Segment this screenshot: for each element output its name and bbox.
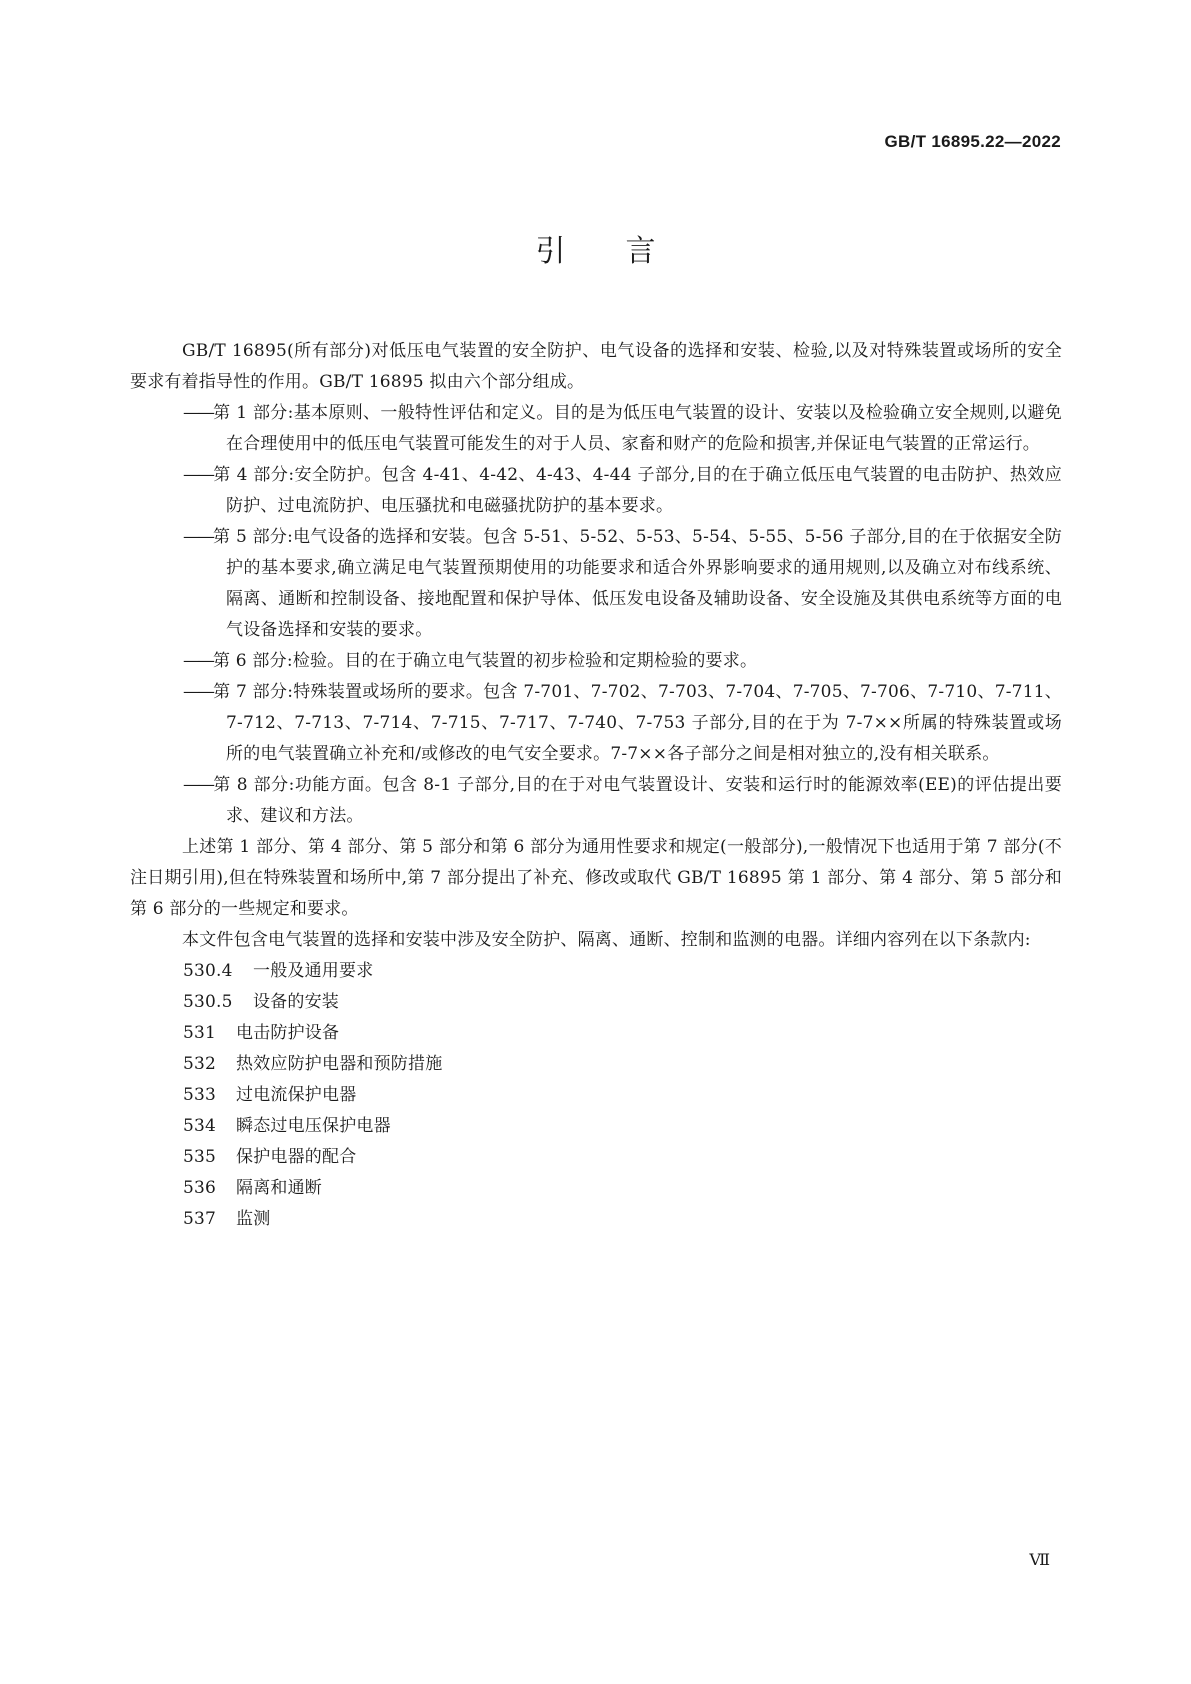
clause-item bbox=[183, 987, 1062, 1018]
clause-title: 一般及通用要求 bbox=[253, 961, 374, 981]
clause-number: 532 bbox=[183, 1054, 217, 1074]
general-paragraph: 上述第 1 部分、第 4 部分、第 5 部分和第 6 部分为通用性要求和规定(一般部分),一般情况下也适用于第 7 部分(不注日期引用),但在特殊装置和场所中,第 7 部分提出了补充、修改或取代 GB/T 16895 第 1 部分、第 4 部分、第 5 部分和第 6 部分的一些规定和要求。 bbox=[130, 837, 1062, 919]
page-title: 引言 bbox=[535, 234, 716, 269]
clause-item bbox=[183, 1204, 1062, 1235]
standard-code: GB/T 16895.22—2022 bbox=[884, 132, 1061, 151]
clause-title: 电击防护设备 bbox=[236, 1023, 340, 1043]
dash: —— bbox=[183, 775, 213, 795]
clause-title: 保护电器的配合 bbox=[236, 1147, 357, 1167]
clause-item bbox=[183, 1173, 1062, 1204]
clause-title: 设备的安装 bbox=[253, 992, 339, 1012]
part-item-6 bbox=[130, 646, 1062, 677]
part-item-4 bbox=[130, 460, 1062, 522]
clause-title: 过电流保护电器 bbox=[236, 1085, 357, 1105]
clause-title: 监测 bbox=[236, 1209, 271, 1229]
document-body bbox=[130, 336, 1062, 1235]
dash: —— bbox=[183, 465, 213, 485]
clause-title: 隔离和通断 bbox=[236, 1178, 322, 1198]
clause-item bbox=[183, 1080, 1062, 1111]
part-item-8 bbox=[130, 770, 1062, 832]
clause-number: 537 bbox=[183, 1209, 217, 1229]
part-text: 第 6 部分:检验。目的在于确立电气装置的初步检验和定期检验的要求。 bbox=[213, 651, 758, 671]
part-text: 第 4 部分:安全防护。包含 4-41、4-42、4-43、4-44 子部分,目的在于确立低压电气装置的电击防护、热效应防护、过电流防护、电压骚扰和电磁骚扰防护的基本要求。 bbox=[213, 465, 1062, 516]
clause-title: 瞬态过电压保护电器 bbox=[236, 1116, 391, 1136]
clause-item bbox=[183, 1111, 1062, 1142]
clause-number: 531 bbox=[183, 1023, 217, 1043]
clause-number: 535 bbox=[183, 1147, 217, 1167]
part-text: 第 8 部分:功能方面。包含 8-1 子部分,目的在于对电气装置设计、安装和运行时的能源效率(EE)的评估提出要求、建议和方法。 bbox=[213, 775, 1062, 826]
dash: —— bbox=[183, 403, 213, 423]
dash: —— bbox=[183, 527, 213, 547]
clause-number: 536 bbox=[183, 1178, 217, 1198]
part-item-5 bbox=[130, 522, 1062, 646]
part-item-1 bbox=[130, 398, 1062, 460]
part-text: 第 5 部分:电气设备的选择和安装。包含 5-51、5-52、5-53、5-54、5-55、5-56 子部分,目的在于依据安全防护的基本要求,确立满足电气装置预期使用的功能要求和适合外界影响要求的通用规则,以及确立对布线系统、隔离、通断和控制设备、接地配置和保护导体、低压发电设备及辅助设备、安全设施及其供电系统等方面的电气设备选择和安装的要求。 bbox=[213, 527, 1062, 640]
clause-item bbox=[183, 1018, 1062, 1049]
clause-number: 534 bbox=[183, 1116, 217, 1136]
clause-item bbox=[183, 956, 1062, 987]
clause-item bbox=[183, 1142, 1062, 1173]
clause-number: 530.5 bbox=[183, 992, 233, 1012]
dash: —— bbox=[183, 682, 213, 702]
dash: —— bbox=[183, 651, 213, 671]
scope-paragraph: 本文件包含电气装置的选择和安装中涉及安全防护、隔离、通断、控制和监测的电器。详细内容列在以下条款内: bbox=[182, 930, 1031, 950]
intro-paragraph: GB/T 16895(所有部分)对低压电气装置的安全防护、电气设备的选择和安装、检验,以及对特殊装置或场所的安全要求有着指导性的作用。GB/T 16895 拟由六个部分组成。 bbox=[130, 341, 1062, 392]
part-text: 第 7 部分:特殊装置或场所的要求。包含 7-701、7-702、7-703、7-704、7-705、7-706、7-710、7-711、7-712、7-713、7-714、7-715、7-717、7-740、7-753 子部分,目的在于为 7-7××所属的特殊装置或场所的电气装置确立补充和/或修改的电气安全要求。7-7××各子部分之间是相对独立的,没有相关联系。 bbox=[213, 682, 1062, 764]
clause-number: 530.4 bbox=[183, 961, 233, 981]
clause-title: 热效应防护电器和预防措施 bbox=[236, 1054, 443, 1074]
page-number: Ⅶ bbox=[1029, 1550, 1049, 1569]
clause-number: 533 bbox=[183, 1085, 217, 1105]
part-text: 第 1 部分:基本原则、一般特性评估和定义。目的是为低压电气装置的设计、安装以及检验确立安全规则,以避免在合理使用中的低压电气装置可能发生的对于人员、家畜和财产的危险和损害,并保证电气装置的正常运行。 bbox=[213, 403, 1062, 454]
part-item-7 bbox=[130, 677, 1062, 770]
clause-item bbox=[183, 1049, 1062, 1080]
